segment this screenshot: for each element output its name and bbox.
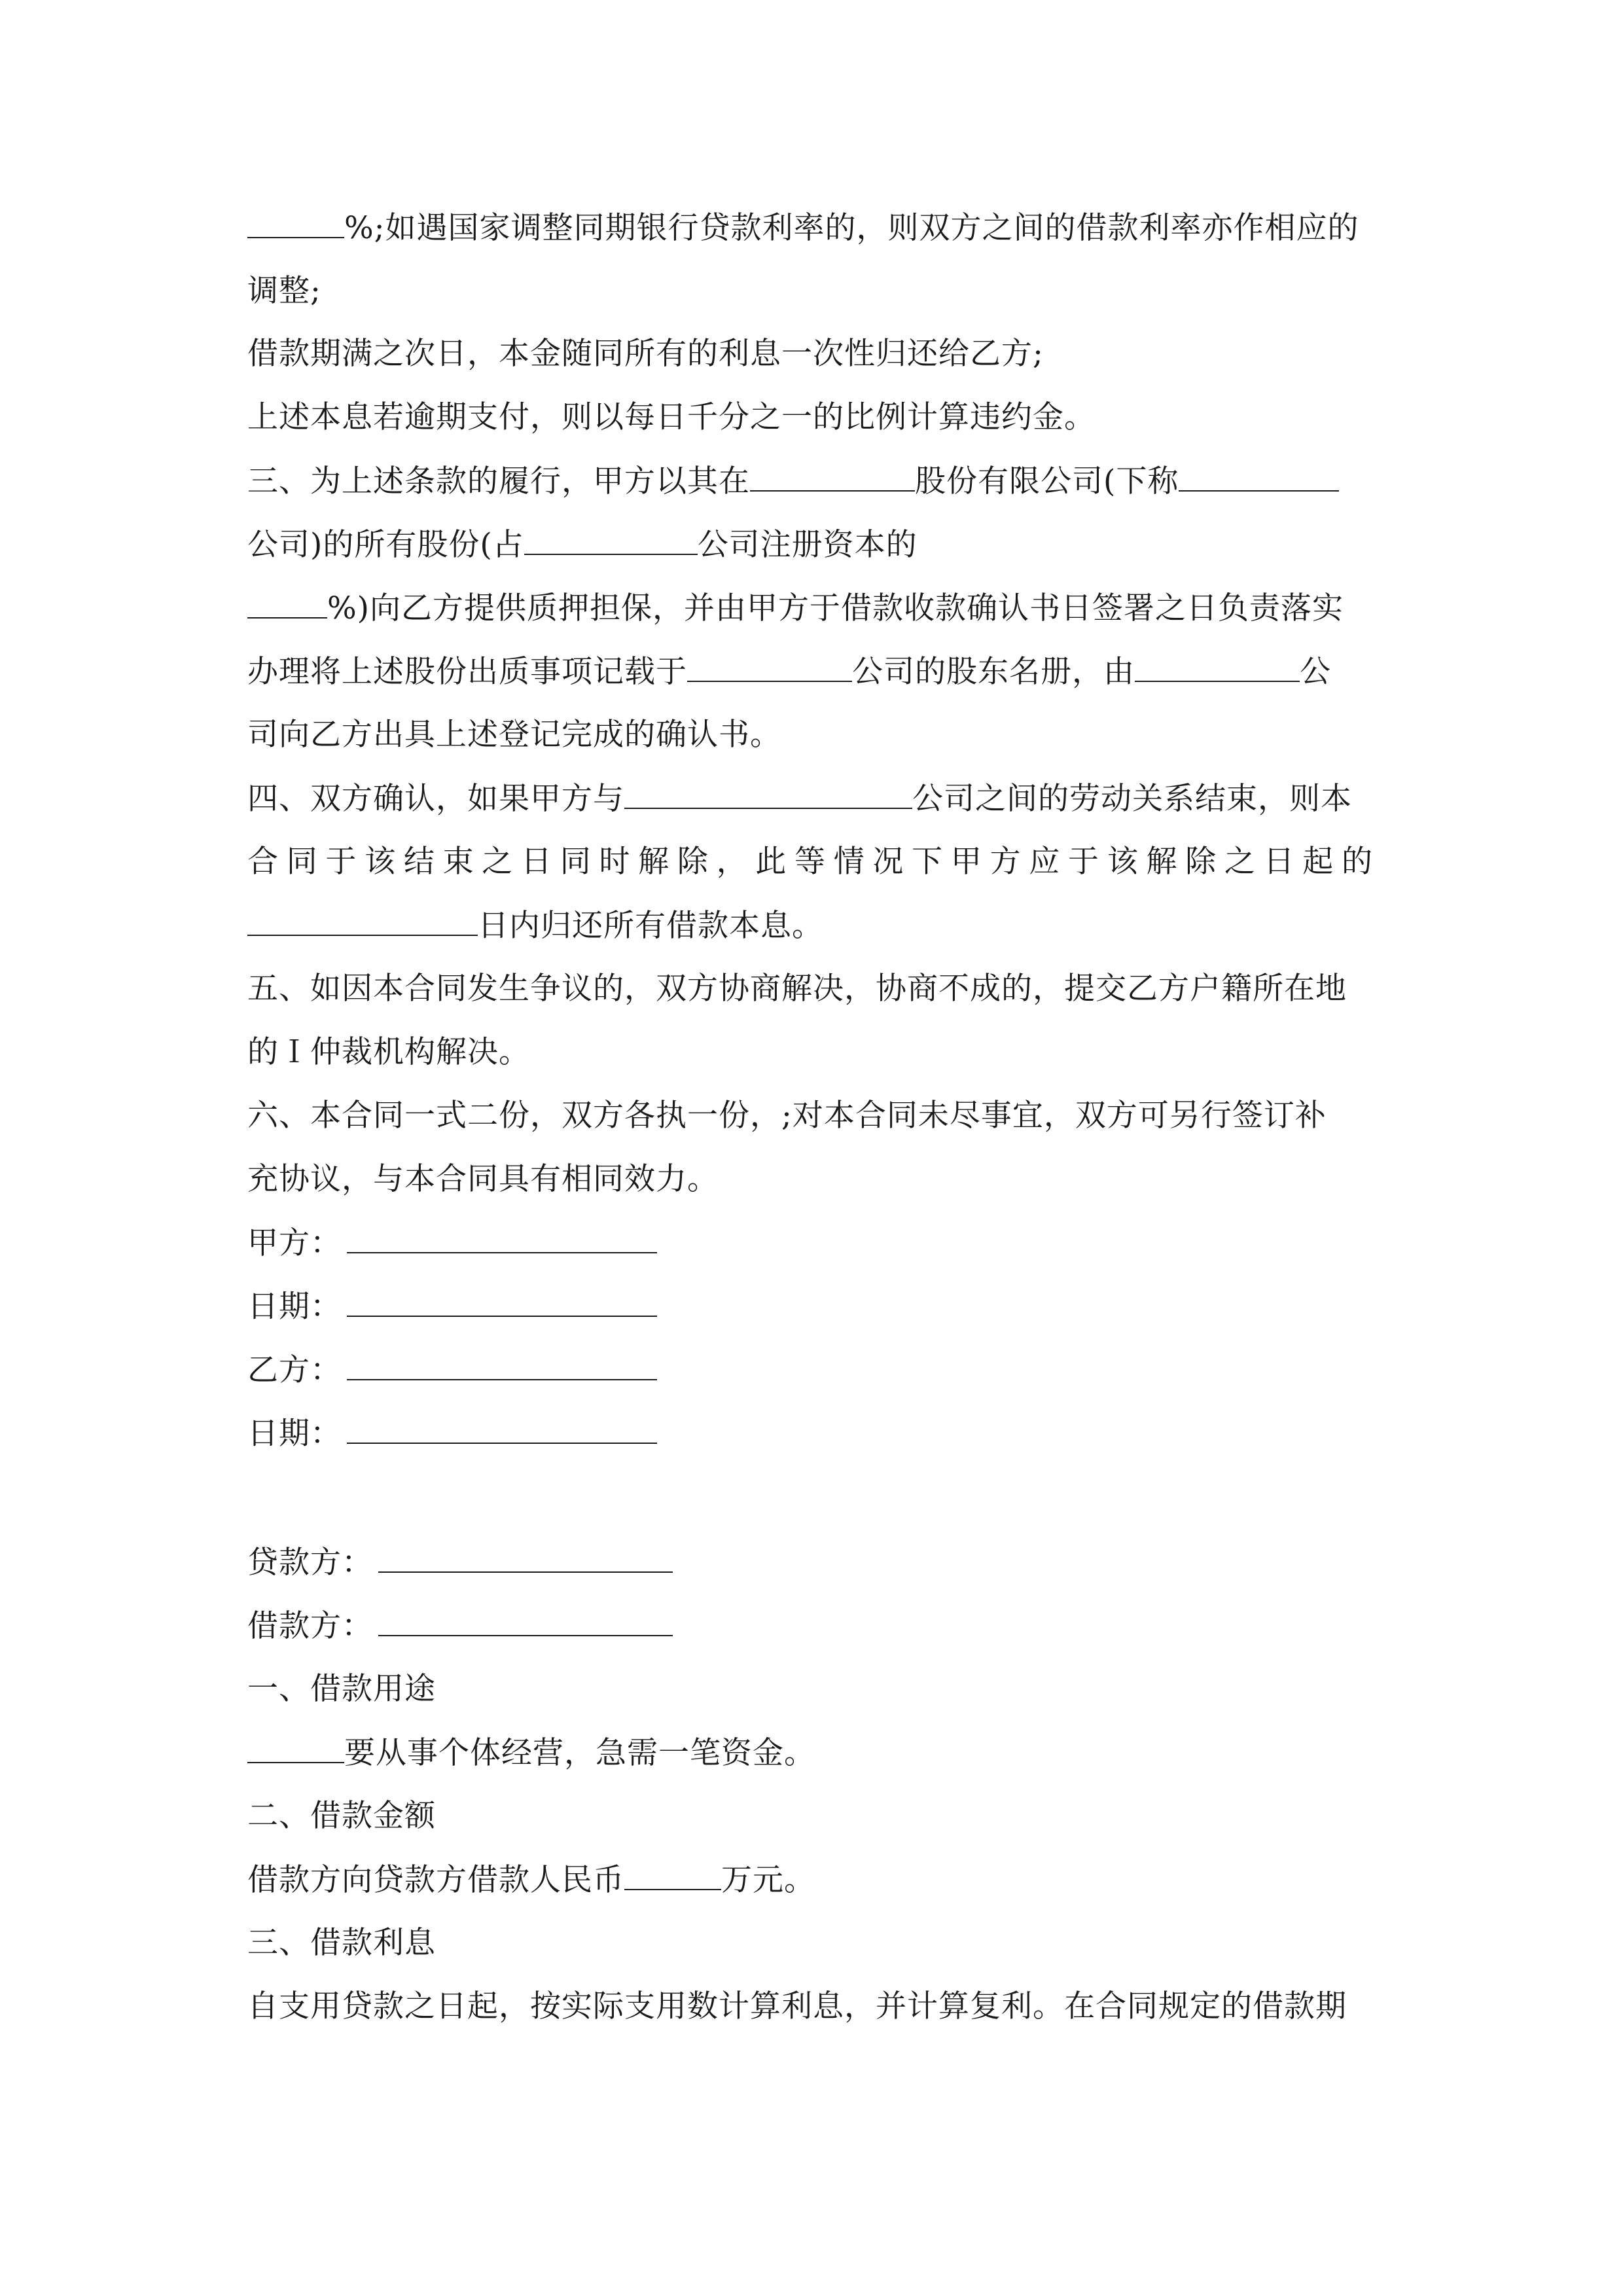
section-1-body: 要从事个体经营，急需一笔资金。 [247, 1733, 1380, 1772]
section-2-body: 借款方向贷款方借款人民币 万元。 [247, 1860, 1380, 1899]
blank-employer[interactable] [624, 779, 912, 809]
clause-4-line-1: 四、双方确认，如果甲方与 公司之间的劳动关系结束，则本 [247, 779, 1380, 818]
blank-share-company[interactable] [524, 525, 698, 555]
clause-6-line-1: 六、本合同一式二份，双方各执一份，;对本合同未尽事宜，双方可另行签订补 [247, 1098, 1327, 1134]
signature-party-a: 甲方： [247, 1223, 1380, 1263]
clause-4-line-2: 合同于该结束之日同时解除，此等情况下甲方应于该解除之日起的 [247, 844, 1380, 880]
party-b-signature-field[interactable] [347, 1350, 657, 1380]
text-line: 借款期满之次日，本金随同所有的利息一次性归还给乙方; [247, 336, 1044, 372]
section-3-title: 三、借款利息 [247, 1925, 436, 1961]
date-1-field[interactable] [347, 1287, 657, 1317]
blank-borrower-name[interactable] [247, 1733, 344, 1763]
clause-3-line-1: 三、为上述条款的履行，甲方以其在 股份有限公司(下称 [247, 461, 1380, 501]
blank-short-name[interactable] [1179, 461, 1339, 492]
blank-share-percent[interactable] [247, 588, 327, 619]
blank-company[interactable] [750, 461, 915, 492]
section-3-body: 自支用贷款之日起，按实际支用数计算利息，并计算复利。在合同规定的借款期 [247, 1988, 1347, 2024]
clause-4-line-3: 日内归还所有借款本息。 [247, 906, 1380, 945]
clause-3-line-3: %)向乙方提供质押担保，并由甲方于借款收款确认书日签署之日负责落实 [247, 588, 1380, 628]
party-a-signature-field[interactable] [347, 1223, 657, 1253]
lender-line: 贷款方： [247, 1543, 1380, 1582]
blank-register-company[interactable] [687, 652, 852, 682]
borrower-line: 借款方： [247, 1606, 1380, 1645]
signature-date-2: 日期： [247, 1414, 1380, 1453]
lender-field[interactable] [378, 1543, 673, 1573]
clause-3-line-2: 公司)的所有股份(占 公司注册资本的 [247, 525, 1380, 564]
borrower-field[interactable] [378, 1606, 673, 1636]
section-1-title: 一、借款用途 [247, 1671, 436, 1707]
blank-rate[interactable] [247, 208, 344, 238]
blank-amount[interactable] [624, 1860, 721, 1890]
section-2-title: 二、借款金额 [247, 1798, 436, 1834]
signature-party-b: 乙方： [247, 1350, 1380, 1390]
text-line: 上述本息若逾期支付，则以每日千分之一的比例计算违约金。 [247, 399, 1096, 435]
blank-issuer[interactable] [1135, 652, 1300, 682]
text-line: 调整; [247, 273, 321, 309]
clause-5-line-2: 的Ｉ仲裁机构解决。 [247, 1034, 530, 1070]
blank-days[interactable] [247, 906, 478, 936]
clause-5-line-1: 五、如因本合同发生争议的，双方协商解决，协商不成的，提交乙方户籍所在地 [247, 971, 1347, 1007]
clause-6-line-2: 充协议，与本合同具有相同效力。 [247, 1161, 719, 1197]
date-2-field[interactable] [347, 1414, 657, 1444]
signature-date-1: 日期： [247, 1287, 1380, 1326]
clause-3-line-4: 办理将上述股份出质事项记载于 公司的股东名册，由 公 [247, 652, 1380, 691]
text-line: 司向乙方出具上述登记完成的确认书。 [247, 717, 781, 753]
rate-line: %;如遇国家调整同期银行贷款利率的，则双方之间的借款利率亦作相应的 [247, 208, 1380, 247]
